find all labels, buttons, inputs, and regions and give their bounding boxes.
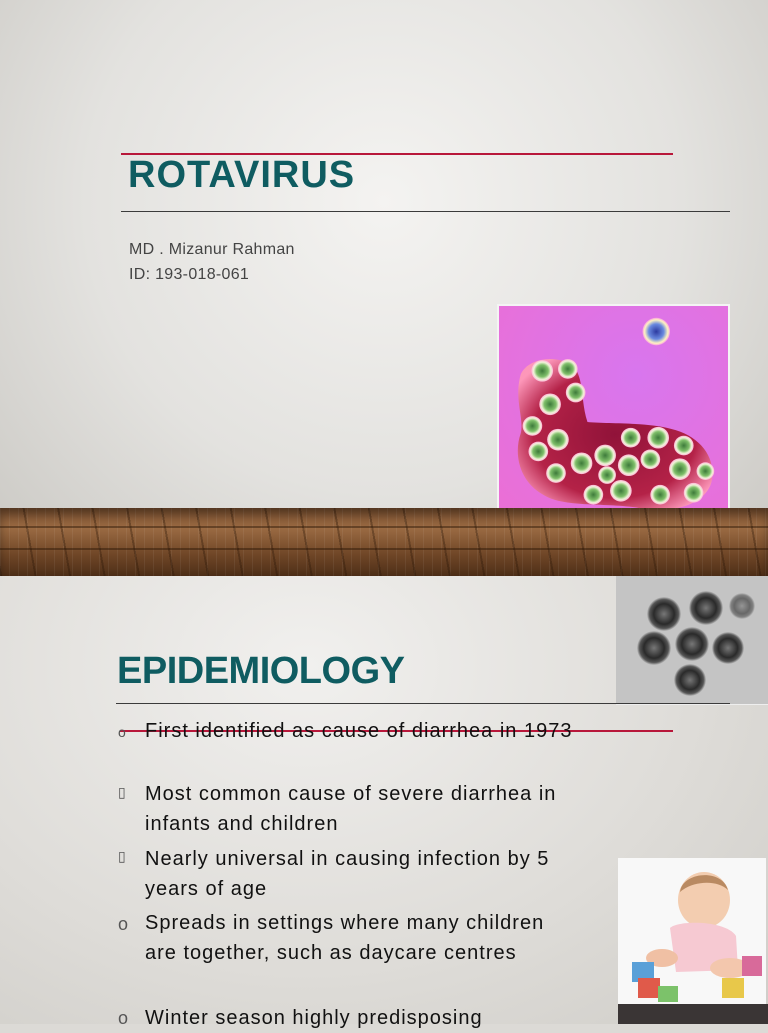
- bullet-marker: ▯: [118, 784, 126, 800]
- bullet-marker: o: [118, 914, 129, 934]
- slide-title: ROTAVIRUS: [128, 154, 356, 196]
- bullet-text: Winter season highly predisposing: [145, 1007, 483, 1029]
- electron-micrograph-image: [616, 576, 768, 705]
- bullet-marker: ▯: [118, 848, 126, 864]
- wooden-floor: [0, 508, 768, 576]
- rotavirus-micrograph-image: [497, 304, 730, 538]
- bullet-text: Nearly universal in causing infection by 5 years of age: [145, 848, 550, 900]
- partial-photo: [618, 1004, 768, 1024]
- author-name: MD . Mizanur Rahman: [129, 241, 295, 258]
- bullet-marker: o: [118, 724, 126, 740]
- bullet-marker: o: [118, 1008, 129, 1028]
- student-id: ID: 193-018-061: [129, 266, 250, 283]
- bullet-text: First identified as cause of diarrhea in 1973: [145, 720, 573, 742]
- baby-with-blocks-image: [618, 858, 766, 1004]
- bullet-text: Most common cause of severe diarrhea in infants and children: [145, 783, 557, 835]
- title-divider-2: [116, 703, 730, 704]
- title-divider: [121, 211, 730, 212]
- bullet-text: Spreads in settings where many children are together, such as daycare centres: [145, 912, 545, 964]
- slide-title-epidemiology: EPIDEMIOLOGY: [117, 650, 405, 692]
